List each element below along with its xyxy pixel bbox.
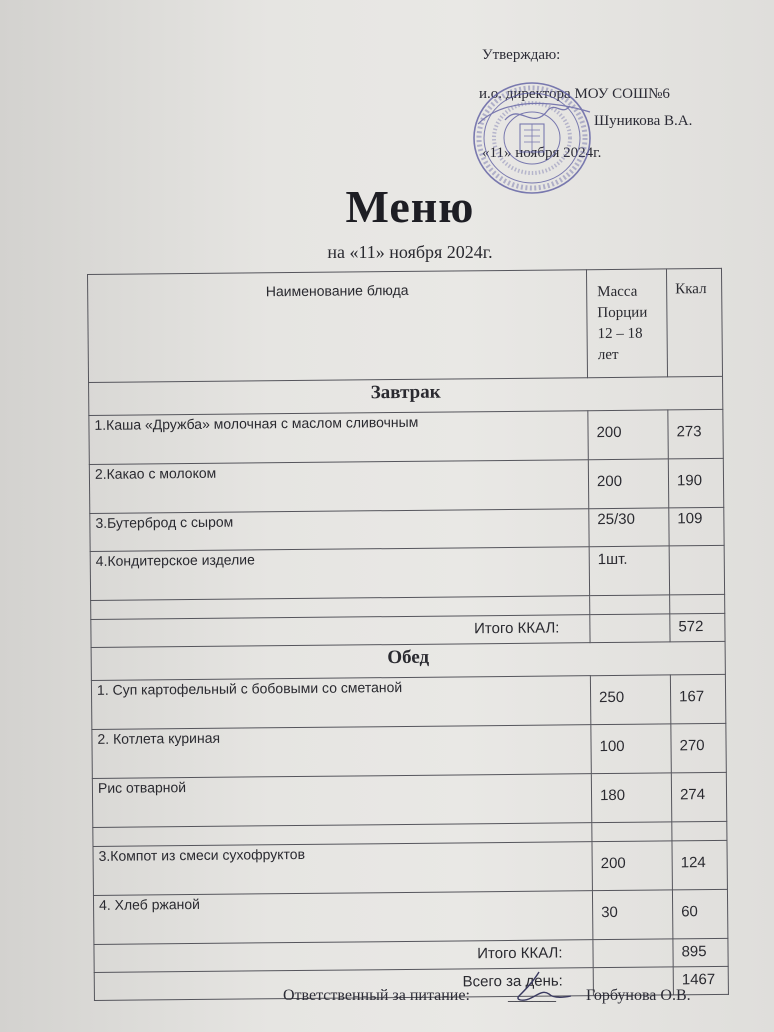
dish-name: 1.Каша «Дружба» молочная с маслом сливочным (89, 411, 588, 465)
responsible-label: Ответственный за питание: (283, 987, 470, 1004)
dish-name: 2. Котлета куриная (92, 725, 591, 779)
dish-kcal: 167 (670, 674, 725, 724)
day-total-label: Всего за день: (94, 968, 593, 1001)
dish-name: 4. Хлеб ржаной (93, 891, 592, 945)
header-dish-name: Наименование блюда (88, 270, 588, 383)
dish-name: 4.Кондитерское изделие (90, 547, 589, 601)
table-row (90, 545, 724, 600)
day-total-kcal: 1467 (673, 966, 728, 995)
total-label: Итого ККАЛ: (91, 615, 590, 648)
table-row (93, 840, 727, 895)
dish-name: 3.Бутерброд с сыром (90, 509, 589, 552)
dish-kcal: 109 (669, 507, 724, 546)
dish-name: 1. Суп картофельный с бобовыми со сметаной (91, 676, 590, 730)
dish-kcal: 273 (668, 409, 723, 459)
document-title: Меню (345, 181, 475, 232)
dish-mass: 25/30 (589, 508, 669, 547)
approval-name: Шуникова В.А. (594, 113, 693, 129)
total-label: Итого ККАЛ: (94, 940, 593, 973)
total-kcal: 572 (670, 613, 725, 642)
total-mass-cell (590, 614, 670, 643)
dish-kcal: 124 (672, 840, 727, 890)
dish-mass: 180 (591, 773, 671, 823)
dish-name: Рис отварной (92, 774, 591, 828)
section-title: Завтрак (89, 376, 723, 415)
approval-date: «11» ноября 2024г. (482, 145, 602, 161)
dish-mass: 250 (590, 675, 670, 725)
total-mass-cell (593, 939, 673, 968)
approval-position: и.о. директора МОУ СОШ№6 (479, 86, 670, 102)
signature-line: ______ (508, 987, 556, 1004)
total-kcal: 895 (673, 938, 728, 967)
dish-mass: 200 (588, 459, 668, 509)
dish-name: 3.Компот из смеси сухофруктов (93, 842, 592, 896)
table-row (89, 409, 723, 464)
dish-kcal: 270 (671, 723, 726, 773)
header-portion-mass: Масса Порции 12 – 18 лет (586, 269, 667, 378)
signature-icon (505, 968, 577, 1008)
dish-kcal (669, 545, 724, 595)
dish-kcal: 60 (672, 889, 727, 939)
table-row (91, 674, 725, 729)
dish-name: 2.Какао с молоком (89, 460, 588, 514)
table-header-row (88, 268, 723, 382)
dish-mass: 200 (592, 841, 672, 891)
table-row (93, 889, 727, 944)
dish-kcal: 190 (668, 458, 723, 508)
dish-mass: 100 (591, 724, 671, 774)
table-row (89, 458, 723, 513)
approval-heading: Утверждаю: (482, 47, 561, 63)
responsible-name: Горбунова О.В. (586, 987, 691, 1004)
section-title: Обед (91, 641, 725, 680)
header-kcal: Ккал (666, 268, 722, 377)
menu-date: на «11» ноября 2024г. (327, 242, 493, 262)
table-row (92, 772, 726, 827)
menu-table (87, 268, 729, 1001)
dish-mass: 30 (592, 890, 672, 940)
dish-mass: 200 (588, 410, 668, 460)
table-row (90, 507, 724, 551)
table-row (92, 723, 726, 778)
dish-mass: 1шт. (589, 546, 669, 596)
dish-kcal: 274 (671, 772, 726, 822)
